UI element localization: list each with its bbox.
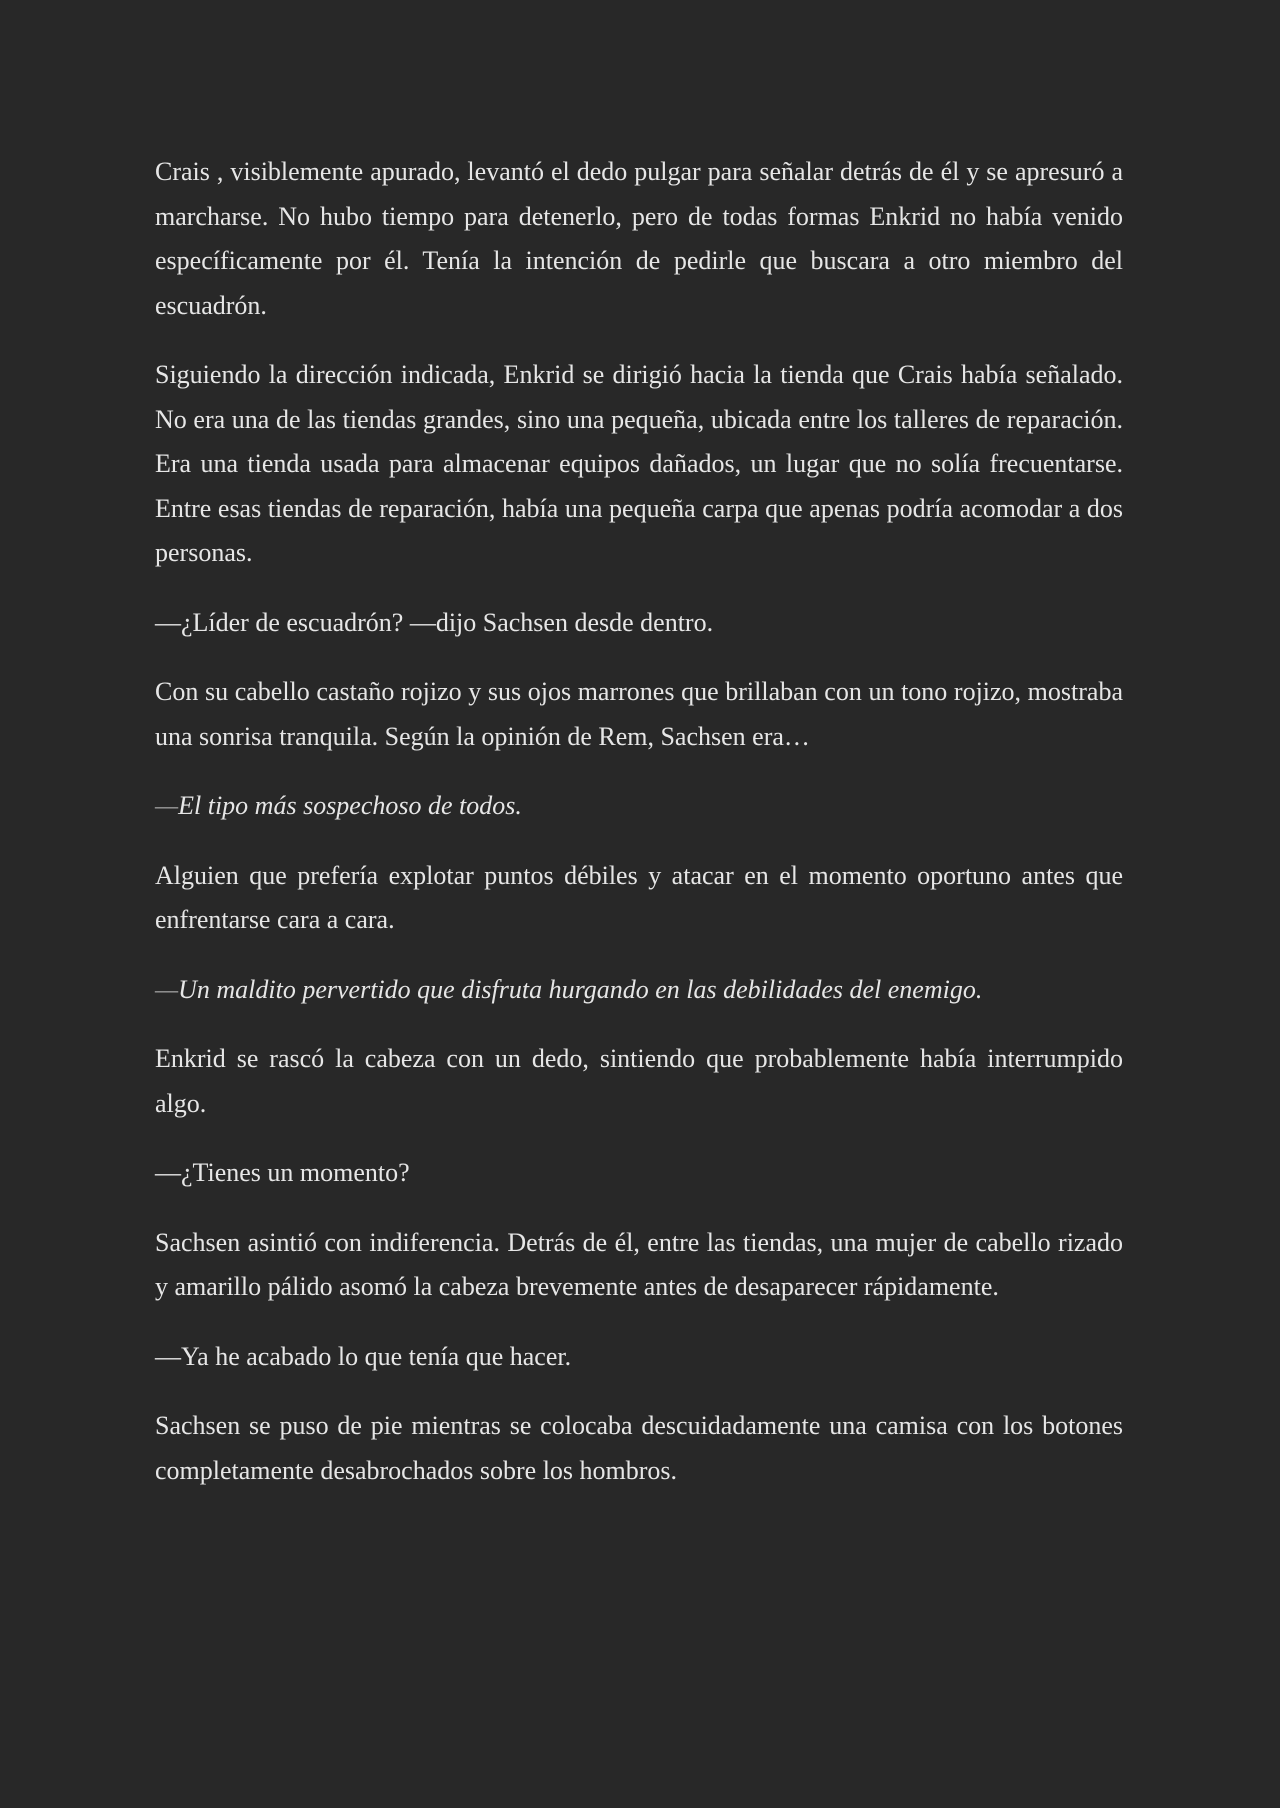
paragraph-dialogue: —¿Tienes un momento? [155, 1158, 410, 1187]
thought-dash: — [155, 974, 179, 1004]
paragraph-narration: Enkrid se rascó la cabeza con un dedo, sintiendo que probablemente había interrumpido algo. [155, 1044, 1123, 1118]
paragraph-narration: Con su cabello castaño rojizo y sus ojos marrones que brillaban con un tono rojizo, mostraba una sonrisa tranquila. Según la opinión de Rem, Sachsen era… [155, 677, 1123, 751]
paragraph-dialogue: —Ya he acabado lo que tenía que hacer. [155, 1341, 572, 1371]
thought-text: El tipo más sospechoso de todos. [178, 791, 522, 820]
thought-dash: — [155, 791, 179, 820]
paragraph-thought [155, 784, 1123, 829]
paragraph-narration: Crais , visiblemente apurado, levantó el dedo pulgar para señalar detrás de él y se apresuró a marcharse. No hubo tiempo para detenerlo, pero de todas formas Enkrid no había venido específicamente por él. Tenía la intención de pedirle que buscara a otro miembro del escuadrón. [155, 157, 1123, 320]
paragraph-narration: Sachsen asintió con indiferencia. Detrás de él, entre las tiendas, una mujer de cabello rizado y amarillo pálido asomó la cabeza brevemente antes de desaparecer rápidamente. [155, 1227, 1123, 1301]
paragraph-narration: Alguien que prefería explotar puntos débiles y atacar en el momento oportuno antes que enfrentarse cara a cara. [155, 860, 1123, 934]
paragraph-thought [155, 968, 1123, 1013]
thought-text: Un maldito pervertido que disfruta hurgando en las debilidades del enemigo. [178, 974, 983, 1004]
paragraph-narration: Siguiendo la dirección indicada, Enkrid se dirigió hacia la tienda que Crais había señalado. No era una de las tiendas grandes, sino una pequeña, ubicada entre los talleres de reparación. Era una tienda usada para almacenar equipos dañados, un lugar que no solía frecuentarse. Entre esas tiendas de reparación, había una pequeña carpa que apenas podría acomodar a dos personas. [155, 360, 1123, 567]
paragraph-dialogue: —¿Líder de escuadrón? —dijo Sachsen desde dentro. [155, 607, 714, 637]
paragraph-narration: Sachsen se puso de pie mientras se colocaba descuidadamente una camisa con los botones completamente desabrochados sobre los hombros. [155, 1411, 1123, 1485]
reader-page [155, 150, 1123, 1518]
